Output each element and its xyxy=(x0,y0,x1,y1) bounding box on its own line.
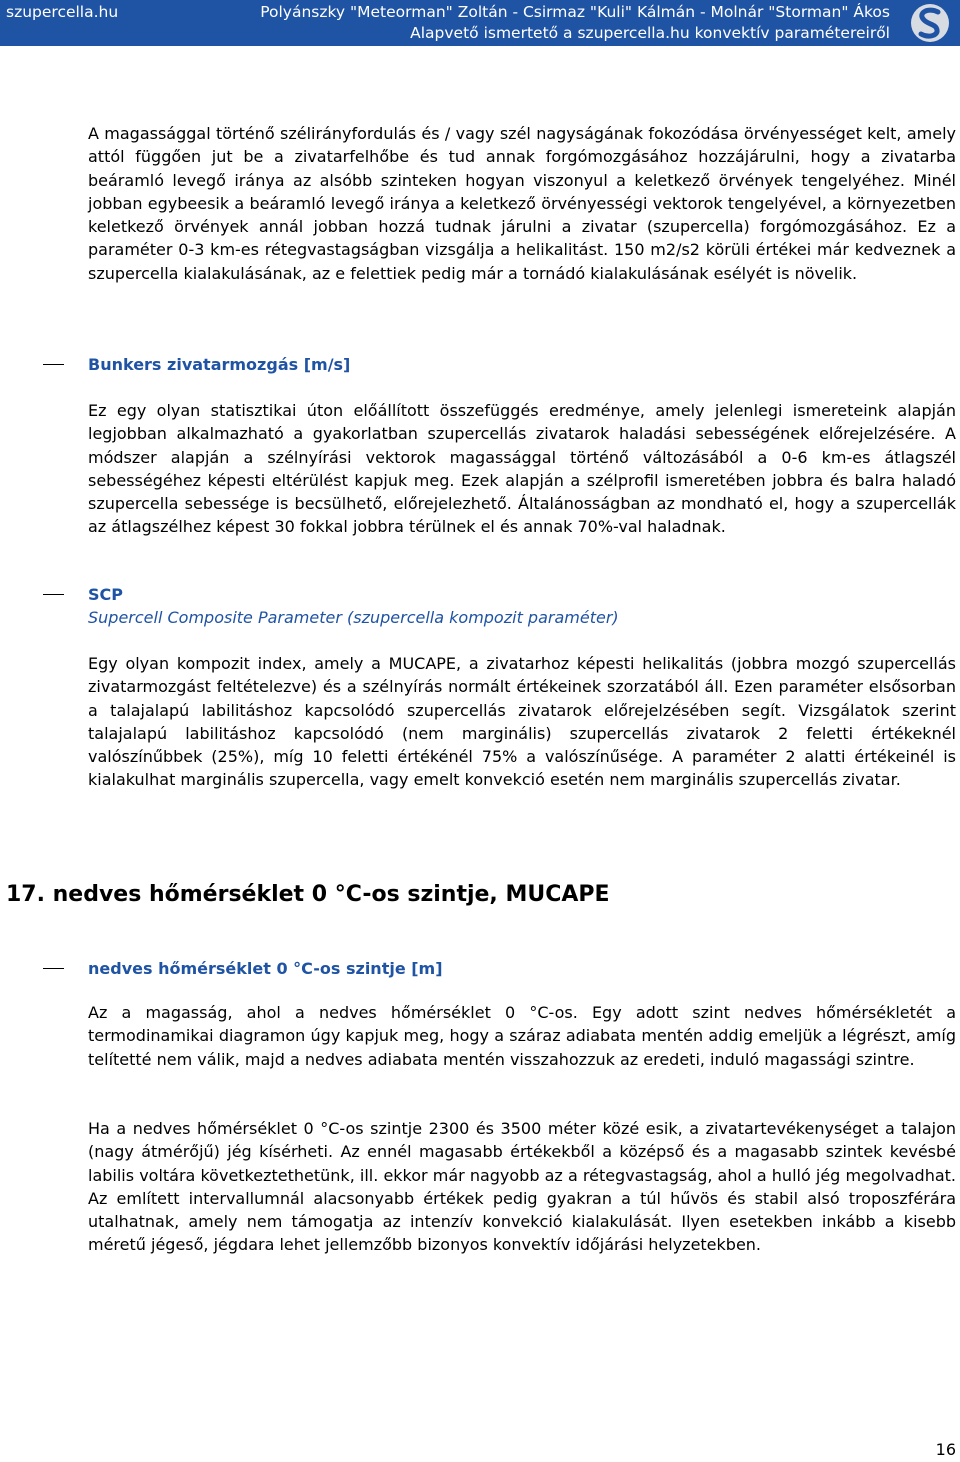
swirl-logo-icon xyxy=(908,3,952,43)
page-header xyxy=(0,0,960,46)
header-authors: Polyánszky "Meteorman" Zoltán - Csirmaz "Kuli" Kálmán - Molnár "Storman" Ákos xyxy=(260,3,890,21)
dash-marker xyxy=(43,968,64,969)
bunkers-paragraph: Ez egy olyan statisztikai úton előállított összefüggés eredménye, amely jelenlegi ismereteink alapján legjobban alkalmazható a gyakorlatban szupercellás zivatarok haladási sebességének előrejelzésére. A módszer alapján a szélnyírási vektorok magassággal történő változásából a 0-6 km-es átlagszél sebességéhez képesti eltérülést kapjuk meg. Ezek alapján a szélprofil ismeretében jobbra és balra haladó szupercella sebessége is becsülhető, előrejelezhető. Általánosságban az mondható el, hogy a szupercellák az átlagszélhez képest 30 fokkal jobbra térülnek el és annak 70%-val haladnak. xyxy=(88,401,956,537)
wet-bulb-paragraph-2: Ha a nedves hőmérséklet 0 °C-os szintje 2300 és 3500 méter közé esik, a zivatartevékenységet a talajon (nagy átmérőjű) jég kísérheti. Az ennél magasabb értékekből a középső és a magasabb szintek kevésbé labilis voltára következtethetünk, ill. ekkor már nagyobb az a rétegvastagság, ahol a hulló jég megolvadhat. Az említett intervallumnál alacsonyabb értékek pedig gyakran a túl hűvös és stabil alsó troposzférára utalhatnak, amely nem támogatja az intenzív konvekció kialakulását. Ilyen esetekben inkább a kisebb méretű jégeső, jégdara lehet jellemzőbb bizonyos konvektív időjárási helyzetekben. xyxy=(88,1119,956,1255)
dash-marker xyxy=(43,364,64,365)
scp-title: SCP xyxy=(88,585,123,604)
scp-paragraph: Egy olyan kompozit index, amely a MUCAPE, a zivatarhoz képesti helikalitás (jobbra mozgó szupercellás zivatarmozgást feltételezve) és a szélnyírás normált értékeinek szorzatából áll. Ezen paraméter elsősorban a talajalapú labilitáshoz kapcsolódó szupercellás zivatarok előrejelzésében segít. Vizsgálatok szerint talajalapú labilitáshoz kapcsolódó (nem marginális) szupercellás zivatarok 2 feletti értékeknél valószínűbbek (25%), míg 10 feletti értékénél 75% a valószínűsége. A paraméter 2 alatti értékeinél is kialakulhat marginális szupercella, vagy emelt konvekció esetén nem marginális szupercellás zivatar. xyxy=(88,654,956,790)
section-heading: 17. nedves hőmérséklet 0 °C-os szintje, MUCAPE xyxy=(6,882,610,907)
header-document-title: Alapvető ismertető a szupercella.hu konvektív paramétereiről xyxy=(410,24,890,42)
wet-bulb-paragraph-1: Az a magasság, ahol a nedves hőmérséklet 0 °C-os. Egy adott szint nedves hőmérsékletét a termodinamikai diagramon úgy kapjuk meg, hogy a száraz adiabata mentén addig emeljük a légrészt, amíg telítetté nem válik, majd a nedves adiabata mentén visszahozzuk az eredeti, induló magassági szintre. xyxy=(88,1003,956,1069)
bunkers-title: Bunkers zivatarmozgás [m/s] xyxy=(88,355,351,374)
wet-bulb-bullet xyxy=(0,957,960,981)
scp-subtitle: Supercell Composite Parameter (szupercella kompozit paraméter) xyxy=(88,608,619,627)
wet-bulb-title: nedves hőmérséklet 0 °C-os szintje [m] xyxy=(88,959,443,978)
dash-marker xyxy=(43,594,64,595)
intro-paragraph: A magassággal történő szélirányfordulás és / vagy szél nagyságának fokozódása örvényességet kelt, amely attól függően jut be a zivatarfelhőbe és tud annak forgómozgásához hozzájárulni, hogy a zivatarba beáramló levegő iránya az alsóbb szinteken hogyan viszonyul a keletkező örvények tengelyéhez. Minél jobban egybeesik a beáramló levegő iránya a keletkező örvényességi vektorok tengelyével, a környezetben keletkező örvények annál jobban hozzá tudnak járulni a zivatar (szupercella) forgómozgásához. Ez a paraméter 0-3 km-es rétegvastagságban vizsgálja a helikalitást. 150 m2/s2 körüli értékei már kedveznek a szupercella kialakulásának, az e felettiek pedig már a tornádó kialakulásának esélyét is növelik. xyxy=(88,124,956,283)
scp-bullet xyxy=(0,583,960,607)
page-number: 16 xyxy=(935,1440,956,1459)
bunkers-bullet xyxy=(0,353,960,377)
site-name: szupercella.hu xyxy=(6,3,119,21)
